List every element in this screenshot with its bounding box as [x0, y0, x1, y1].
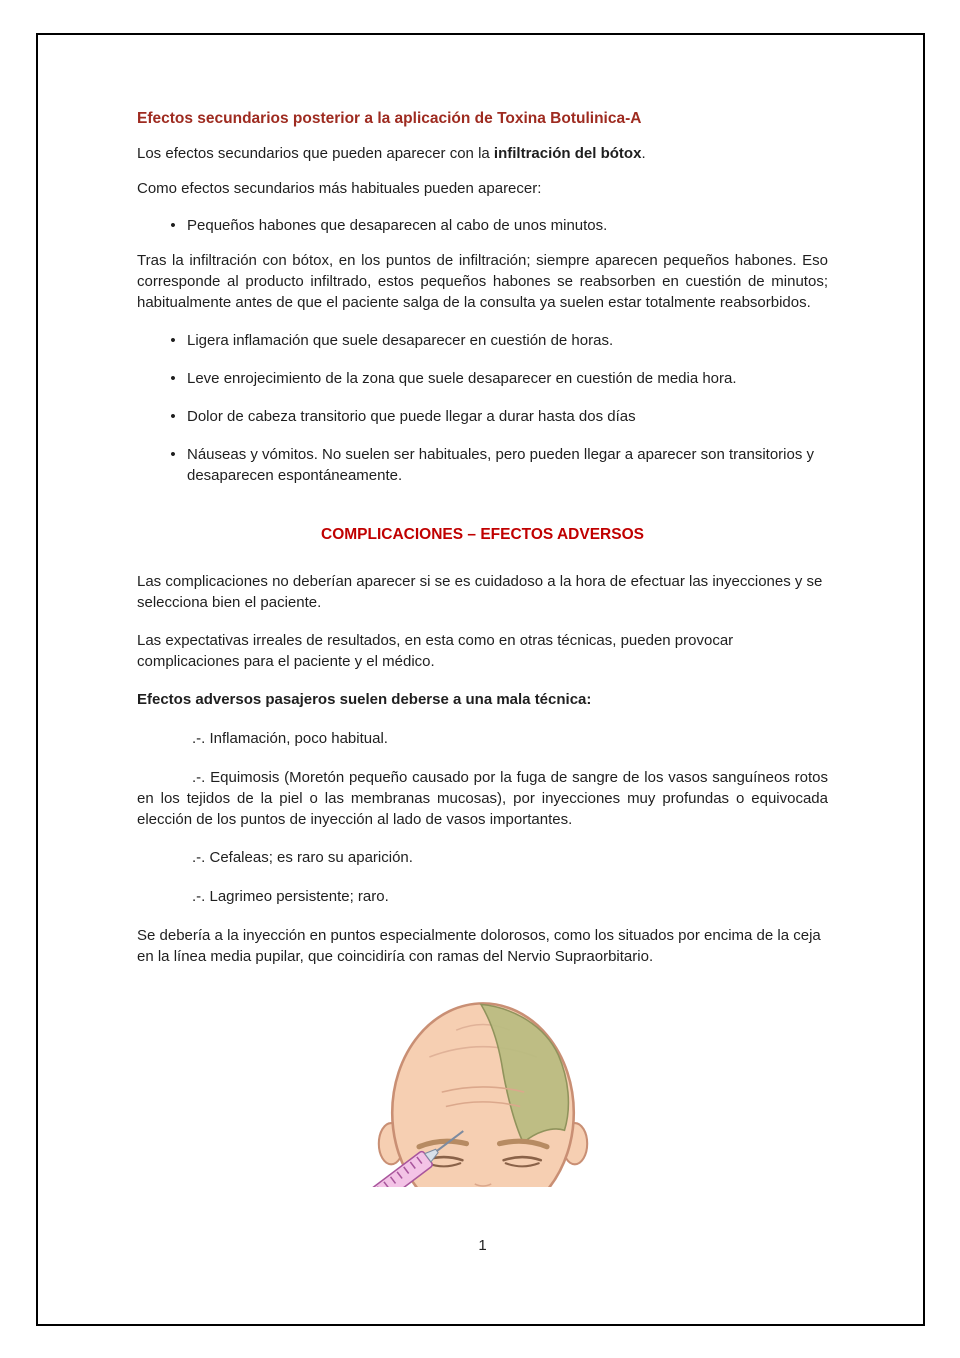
- bullet-marker: •: [170, 370, 176, 387]
- adversos-item-cefaleas: .-. Cefaleas; es raro su aparición.: [192, 849, 413, 866]
- intro-paragraph: [137, 143, 828, 164]
- intro-text-pre: Los efectos secundarios que pueden aparecer con la: [137, 145, 494, 162]
- adversos-lead: Efectos adversos pasajeros suelen deberse a una mala técnica:: [137, 691, 592, 708]
- intro-text-bold: infiltración del bótox: [493, 145, 642, 162]
- bullet-marker: •: [170, 408, 176, 425]
- closing-paragraph: Se debería a la inyección en puntos especialmente dolorosos, como los situados por encima de la ceja en la línea media pupilar, que coincidiría con ramas del Nervio Supraorbitario.: [137, 927, 821, 965]
- bullet-marker: •: [170, 332, 176, 349]
- bullet-text: Ligera inflamación que suele desaparecer en cuestión de horas.: [187, 332, 614, 349]
- bullet-text: Leve enrojecimiento de la zona que suele desaparecer en cuestión de media hora.: [187, 370, 737, 387]
- section-heading-complicaciones: COMPLICACIONES – EFECTOS ADVERSOS: [321, 526, 644, 543]
- bullet-item-enrojecimiento: [137, 368, 828, 389]
- bullet-item-habones: [137, 215, 828, 236]
- lead-paragraph: Como efectos secundarios más habituales pueden aparecer:: [137, 180, 542, 197]
- head-illustration-svg: [358, 991, 608, 1187]
- bullet-item-inflamacion: [137, 330, 828, 351]
- bullet-marker: •: [170, 217, 176, 234]
- document-content: [137, 108, 828, 1256]
- complicaciones-paragraph-1: Las complicaciones no deberían aparecer si se es cuidadoso a la hora de efectuar las inyecciones y se selecciona bien el paciente.: [137, 573, 823, 611]
- bullet-item-dolor-cabeza: [137, 406, 828, 427]
- bullet-text: Pequeños habones que desaparecen al cabo de unos minutos.: [187, 217, 608, 234]
- head-injection-illustration: [358, 991, 608, 1193]
- adversos-item-equimosis: .-. Equimosis (Moretón pequeño causado por la fuga de sangre de los vasos sanguíneos rotos en los tejidos de la piel o las membranas mucosas), por inyecciones muy profundas o equivocada elección de los puntos de inyección al lado de vasos importantes.: [137, 769, 828, 828]
- complicaciones-paragraph-2: Las expectativas irreales de resultados, en esta como en otras técnicas, pueden provocar complicaciones para el paciente y el médico.: [137, 632, 734, 670]
- page-number: 1: [478, 1237, 487, 1254]
- explain-paragraph: Tras la infiltración con bótox, en los puntos de infiltración; siempre aparecen pequeños habones. Eso corresponde al producto infiltrado, estos pequeños habones se reabsorben en cuestión de minutos; habitualmente antes de que el paciente salga de la consulta ya suelen estar totalmente reabsorbidos.: [137, 252, 828, 311]
- bullet-text: Náuseas y vómitos. No suelen ser habituales, pero pueden llegar a aparecer son transitorios y desaparecen espontáneamente.: [187, 446, 815, 484]
- document-title: Efectos secundarios posterior a la aplicación de Toxina Botulinica-A: [137, 110, 642, 127]
- bullet-item-nauseas: [137, 444, 828, 486]
- bullet-text: Dolor de cabeza transitorio que puede llegar a durar hasta dos días: [187, 408, 636, 425]
- intro-text-post: .: [641, 145, 646, 162]
- adversos-item-inflamacion: .-. Inflamación, poco habitual.: [192, 730, 388, 747]
- adversos-item-lagrimeo: .-. Lagrimeo persistente; raro.: [192, 888, 389, 905]
- bullet-marker: •: [170, 446, 176, 463]
